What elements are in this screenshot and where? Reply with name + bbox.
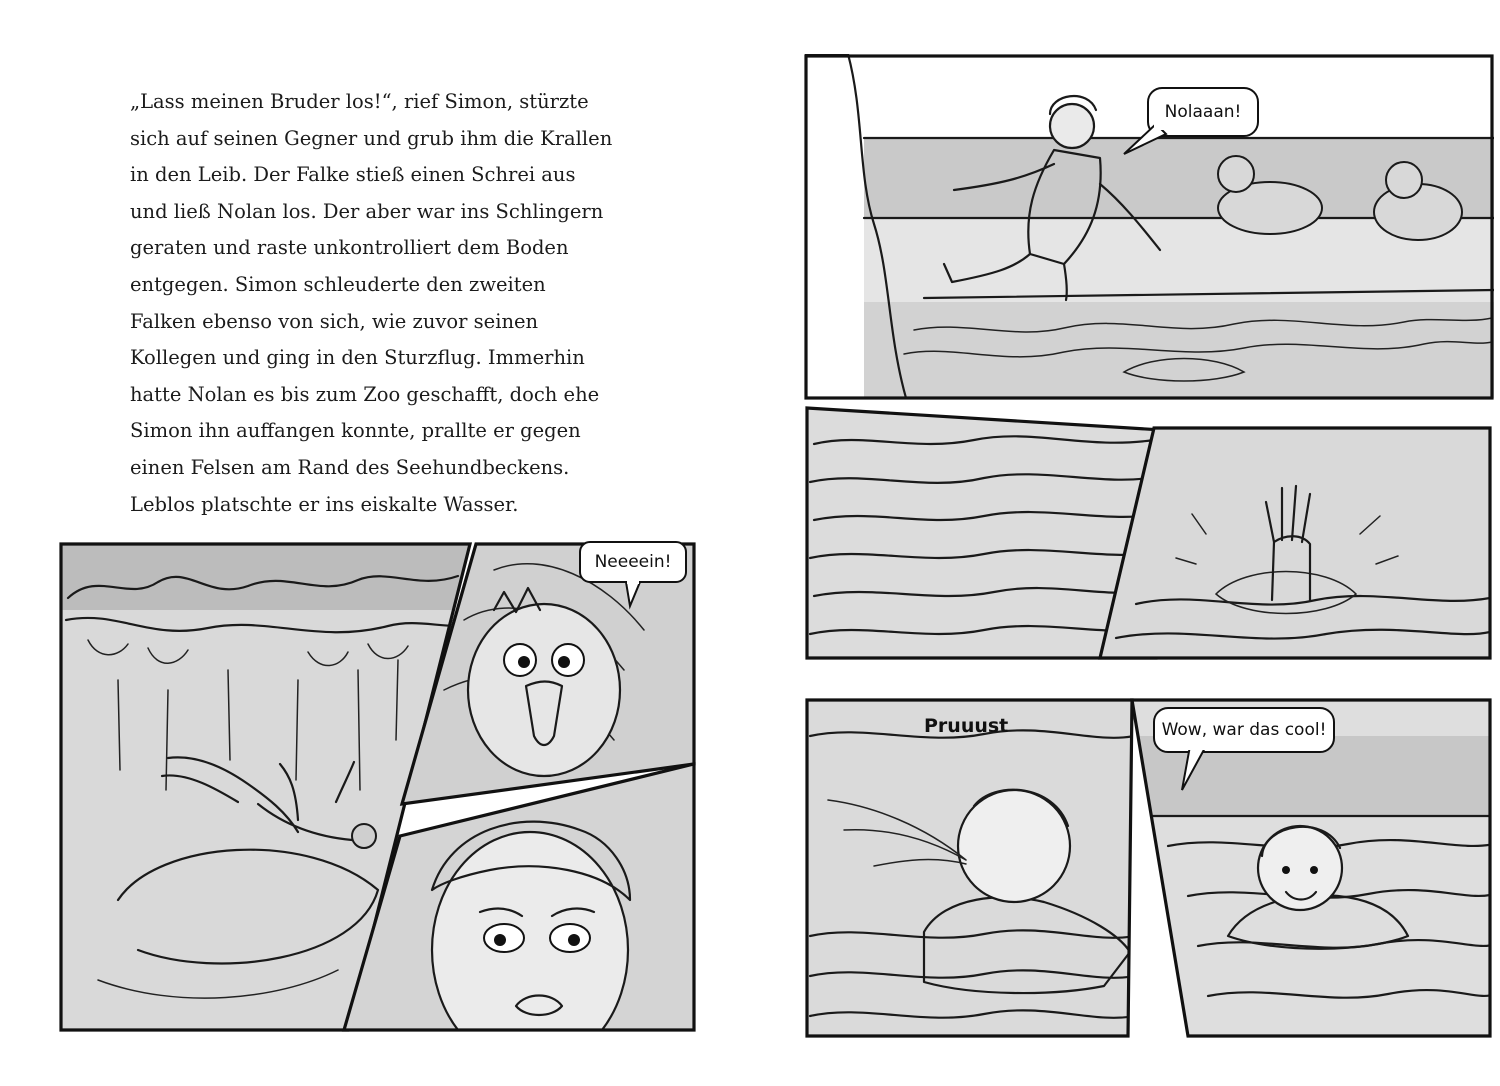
right-page	[750, 0, 1500, 1086]
story-line: und ließ Nolan los. Der aber war ins Schlingern	[130, 199, 604, 223]
story-line: einen Felsen am Rand des Seehundbeckens.	[130, 455, 570, 479]
story-line: entgegen. Simon schleuderte den zweiten	[130, 272, 546, 296]
panel-seal-pool	[804, 54, 1494, 400]
speech-text-shout: Nolaaan!	[1164, 102, 1242, 122]
panel-happy-swimmer	[1128, 696, 1494, 1040]
story-line: Falken ebenso von sich, wie zuvor seinen	[130, 309, 539, 333]
story-line: Leblos platschte er ins eiskalte Wasser.	[130, 492, 519, 516]
story-line: in den Leib. Der Falke stieß einen Schrei aus	[130, 163, 576, 187]
story-line: Kollegen und ging in den Sturzflug. Immerhin	[130, 346, 585, 370]
speech-text-cool: Wow, war das cool!	[1161, 720, 1327, 740]
story-line: „Lass meinen Bruder los!“, rief Simon, stürzte	[130, 90, 589, 113]
sound-effect-spit: Pruuust	[924, 715, 1009, 737]
story-line: hatte Nolan es bis zum Zoo geschafft, doch ehe	[130, 382, 600, 406]
speech-text-falcon: Neeeein!	[594, 552, 672, 572]
panel-spitting	[804, 696, 1136, 1040]
story-line: Simon ihn auffangen konnte, prallte er gegen	[130, 419, 581, 443]
story-line: sich auf seinen Gegner und grub ihm die Krallen	[130, 126, 613, 150]
story-text	[130, 84, 650, 523]
panel-hand-splash	[1096, 424, 1494, 662]
panel-shocked-face	[340, 760, 700, 1036]
story-line: geraten und raste unkontrolliert dem Boden	[130, 236, 569, 260]
